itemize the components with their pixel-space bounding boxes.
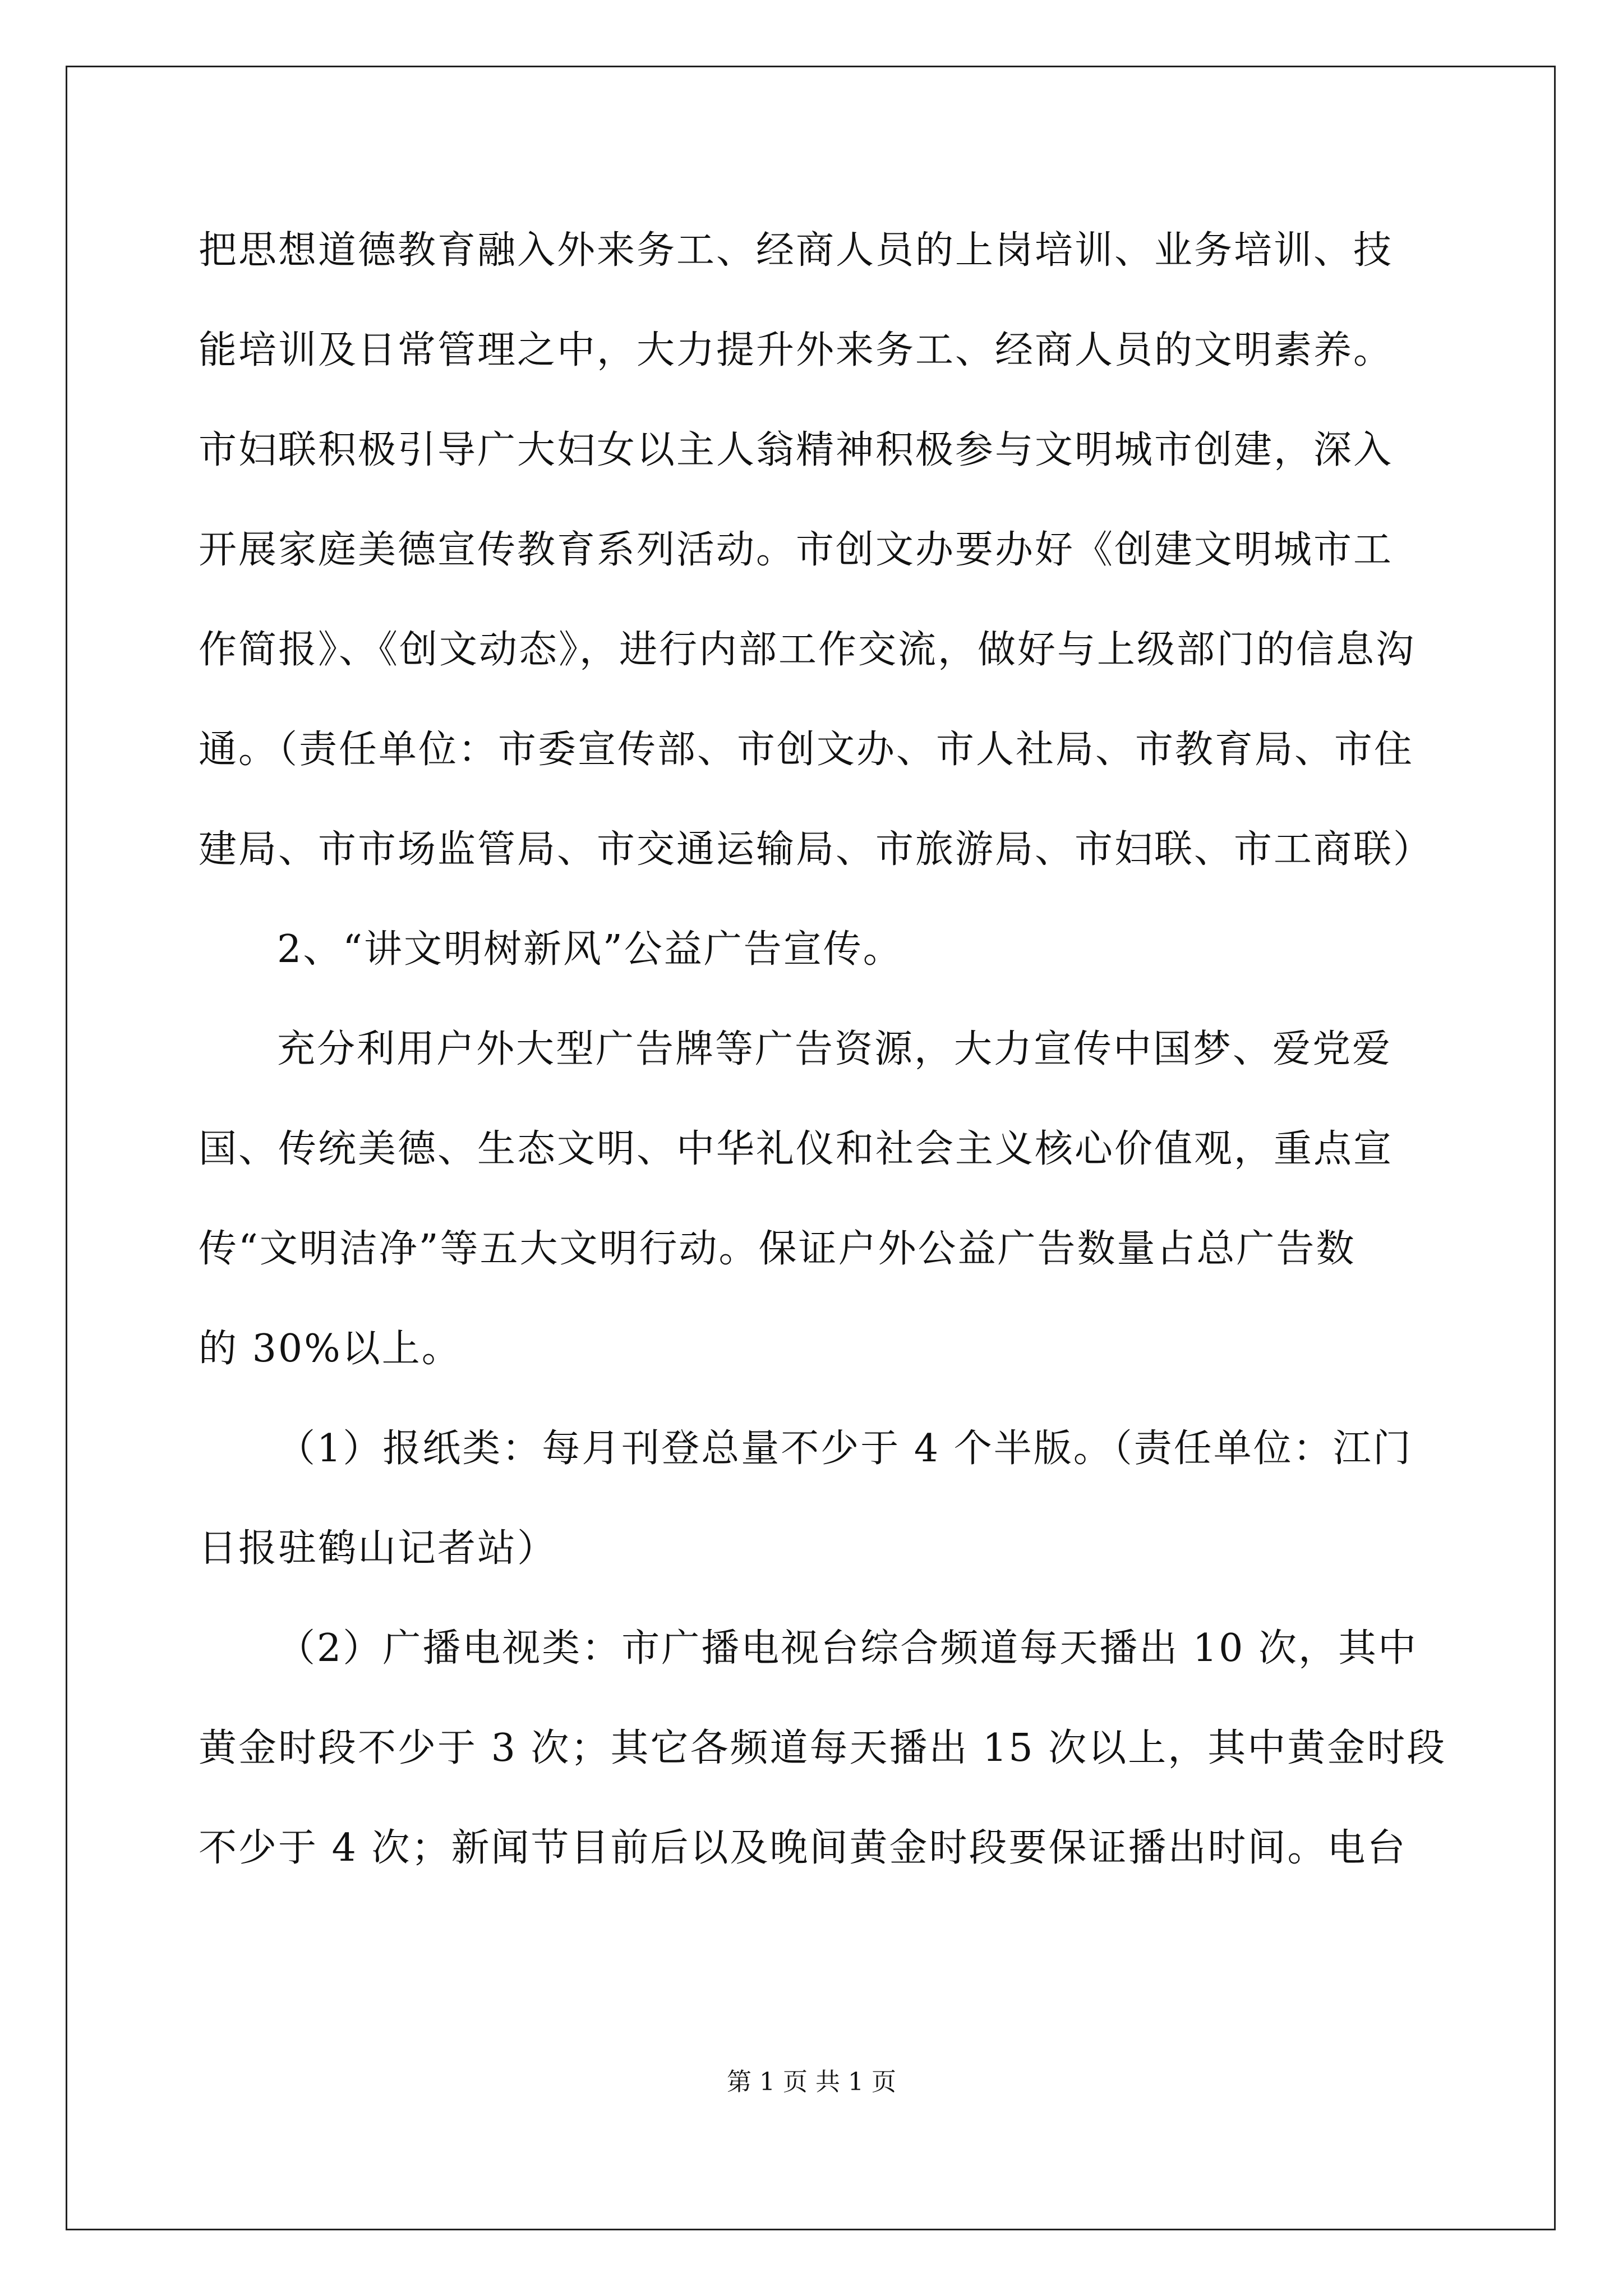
section-heading: 2、“讲文明树新风”公益广告宣传。 bbox=[277, 927, 903, 972]
paragraph-first-line: （1）报纸类：每月刊登总量不少于 4 个半版。（责任单位：江门 bbox=[277, 1427, 1413, 1471]
text-line: 能培训及日常管理之中，大力提升外来务工、经商人员的文明素养。 bbox=[199, 328, 1394, 372]
paragraph-first-line: 充分利用户外大型广告牌等广告资源，大力宣传中国梦、爱党爱 bbox=[277, 1027, 1393, 1071]
text-line: 日报驻鹤山记者站） bbox=[199, 1526, 557, 1571]
text-line: 开展家庭美德宣传教育系列活动。市创文办要办好《创建文明城市工 bbox=[199, 528, 1394, 572]
text-line: 传“文明洁净”等五大文明行动。保证户外公益广告数量占总广告数 bbox=[199, 1227, 1356, 1271]
text-line: 不少于 4 次；新闻节目前后以及晚间黄金时段要保证播出时间。电台 bbox=[199, 1826, 1407, 1870]
text-line: 通。（责任单位：市委宣传部、市创文办、市人社局、市教育局、市住 bbox=[199, 728, 1414, 772]
text-line: 把思想道德教育融入外来务工、经商人员的上岗培训、业务培训、技 bbox=[199, 228, 1394, 273]
text-line: 作简报》、《创文动态》，进行内部工作交流，做好与上级部门的信息沟 bbox=[199, 628, 1416, 672]
text-line: 市妇联积极引导广大妇女以主人翁精神积极参与文明城市创建，深入 bbox=[199, 428, 1394, 472]
text-line: 建局、市市场监管局、市交通运输局、市旅游局、市妇联、市工商联） bbox=[199, 827, 1433, 872]
paragraph-first-line: （2）广播电视类：市广播电视台综合频道每天播出 10 次，其中 bbox=[277, 1626, 1418, 1671]
text-line: 的 30%以上。 bbox=[199, 1327, 462, 1371]
text-line: 黄金时段不少于 3 次；其它各频道每天播出 15 次以上，其中黄金时段 bbox=[199, 1726, 1447, 1770]
page-number: 第 1 页 共 1 页 bbox=[727, 2068, 896, 2096]
text-line: 国、传统美德、生态文明、中华礼仪和社会主义核心价值观，重点宣 bbox=[199, 1127, 1394, 1171]
